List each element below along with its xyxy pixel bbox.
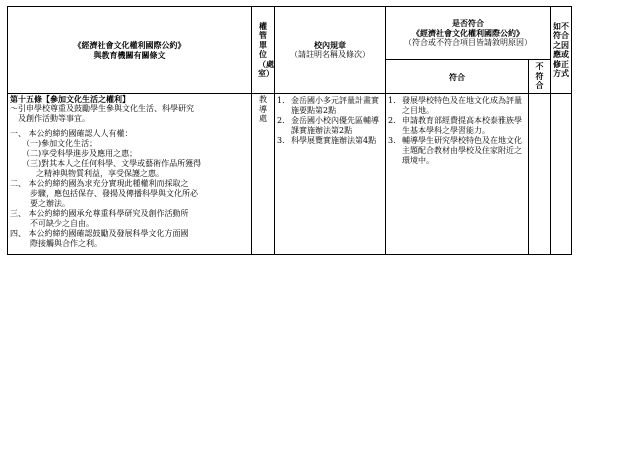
regulation-cell [275, 94, 386, 255]
non-compliant-header-label: 不符合 [535, 61, 544, 91]
regulation-header [275, 7, 386, 94]
regulation-item-number: 3. [277, 136, 285, 145]
unit-cell [252, 94, 275, 255]
non-compliant-cell [529, 94, 551, 255]
unit-header [252, 7, 275, 94]
article-line: 四、 本公約締約國確認鼓勵及發展科學文化方面國 [10, 229, 189, 238]
unit-value: 教導處 [259, 95, 267, 123]
regulation-item-text: 科學展覽實施辦法第4點 [291, 136, 377, 145]
article-line: 要之辦法。 [30, 199, 70, 208]
regulation-item-number: 1. [277, 96, 285, 105]
compliance-item-text: 輔導學生研究學校特色及在地文化主題配合教材由學校及住家附近之環境中。 [402, 136, 522, 165]
compliance-header-title: 是否符合 [452, 18, 484, 28]
amendment-cell [551, 94, 572, 255]
compliance-cell [386, 94, 529, 255]
compliance-item-number: 2. [388, 116, 396, 125]
compliance-item-text: 發展學校特色及在地文化成為評量之目地。 [402, 96, 522, 115]
compliant-header [386, 60, 529, 94]
amendment-header [551, 7, 572, 94]
article-line: （一)參加文化生活； [22, 139, 98, 148]
compliance-item-number: 1. [388, 96, 396, 105]
article-cell [8, 94, 252, 255]
regulation-table [7, 6, 572, 255]
regulation-item [277, 116, 383, 136]
compliance-item-number: 3. [388, 136, 396, 145]
unit-header-label: 權管單位（處室） [258, 20, 274, 78]
article-line: 際接觸與合作之利。 [30, 239, 102, 248]
regulation-item-number: 2. [277, 116, 285, 125]
article-line: （三)對其本人之任何科學、文學或藝術作品所獲得 [22, 159, 202, 168]
regulation-item-text: 金岳國小校內優先區輔導課實施辦法第2點 [291, 116, 379, 135]
article-line: 二、 本公約締約國為求充分實現此種權利而採取之 [10, 179, 189, 188]
regulation-header-title: 校內規章 [314, 40, 346, 50]
regulation-item-text: 金岳國小多元評量計畫實施要點第2點 [291, 96, 379, 115]
article-line: 一、 本公約締約國確認人人有權： [10, 129, 133, 138]
compliance-header [386, 7, 551, 60]
compliance-item-text: 申請教育部經費提高本校泰雅族學生基本學科之學習能力。 [402, 116, 522, 135]
regulation-item [277, 96, 383, 116]
article-line: 之精神與物質利益，享受保護之惠。 [36, 169, 164, 178]
amendment-header-label: 如不符合之因應或修正方式 [553, 20, 569, 78]
regulation-item [277, 136, 383, 146]
article-line: （二)享受科學進步及應用之惠； [22, 149, 138, 158]
article-title: 第十五條【參加文化生活之權利】 [10, 94, 130, 104]
article-line: 三、 本公約締約國承允尊重科學研究及創作活動所 [10, 209, 189, 218]
convention-subtitle: 與教育機關有關條文 [93, 50, 166, 60]
article-line: 不可缺少之自由。 [30, 219, 94, 228]
article-line: 及創作活動等事宜。 [18, 114, 90, 123]
non-compliant-header [529, 60, 551, 94]
regulation-header-note: （請註明名稱及條次） [290, 50, 370, 59]
article-line: ～引申學校尊重及鼓勵學生參與文化生活、科學研究 [10, 104, 194, 113]
compliance-header-note: （符合或不符合項目皆請敘明原因） [404, 38, 532, 47]
compliance-item [388, 116, 526, 136]
convention-title: 《經濟社會文化權利國際公約》 [73, 40, 186, 50]
article-line: 步驟，應包括保存、發揚及傳播科學與文化所必 [30, 189, 198, 198]
compliant-header-label: 符合 [449, 71, 465, 82]
convention-header [8, 7, 252, 94]
compliance-item [388, 136, 526, 166]
compliance-header-convention: 《經濟社會文化權利國際公約》 [412, 28, 524, 38]
compliance-item [388, 96, 526, 116]
